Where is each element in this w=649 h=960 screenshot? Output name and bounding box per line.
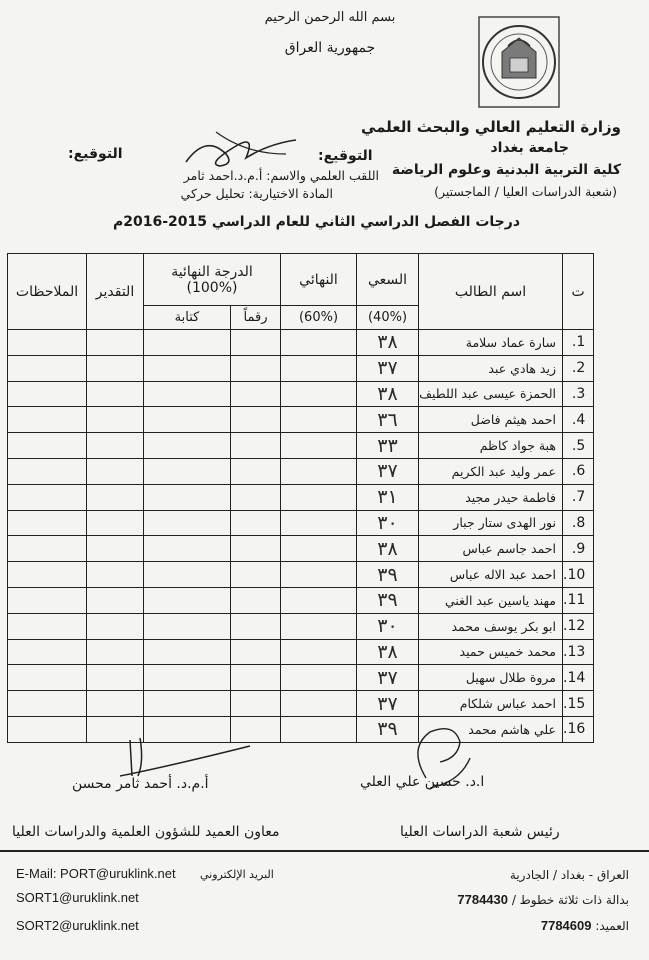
student-name: الحمزة عيسى عبد اللطيف	[419, 381, 563, 407]
dean-phone-number: 7784609	[540, 918, 592, 933]
final-grade-number-cell	[231, 510, 281, 536]
table-row	[8, 613, 594, 639]
grades-table	[7, 253, 594, 743]
table-row	[8, 510, 594, 536]
table-row	[8, 562, 594, 588]
grade-cell	[87, 330, 144, 356]
final-grade-number-cell	[231, 562, 281, 588]
table-row	[8, 407, 594, 433]
final-exam-cell	[281, 510, 357, 536]
final-grade-words-cell	[144, 330, 231, 356]
signature-label-mid: التوقيع:	[318, 148, 373, 164]
dean-assistant-title: معاون العميد للشؤون العلمية والدراسات العليا	[12, 824, 280, 840]
header-in-words: كتابة	[144, 306, 231, 330]
header-index: ت	[563, 254, 594, 330]
effort-score: ٣٨	[357, 536, 419, 562]
table-row	[8, 536, 594, 562]
notes-cell	[8, 433, 87, 459]
student-name: احمد هيثم فاضل	[419, 407, 563, 433]
final-exam-cell	[281, 613, 357, 639]
student-name: سارة عماد سلامة	[419, 330, 563, 356]
row-index: 13.	[563, 639, 594, 665]
table-row	[8, 587, 594, 613]
grade-cell	[87, 484, 144, 510]
effort-score: ٣٨	[357, 639, 419, 665]
final-grade-number-cell	[231, 381, 281, 407]
final-grade-words-cell	[144, 562, 231, 588]
final-exam-cell	[281, 330, 357, 356]
header-final-grade-label: الدرجة النهائية	[171, 263, 253, 280]
final-grade-words-cell	[144, 665, 231, 691]
college-name: كلية التربية البدنية وعلوم الرياضة	[391, 162, 621, 178]
effort-score: ٣٠	[357, 510, 419, 536]
ministry-name: وزارة التعليم العالي والبحث العلمي	[360, 118, 621, 136]
header-final-pct: (60%)	[281, 306, 357, 330]
final-exam-cell	[281, 433, 357, 459]
switchboard-label: بدالة ذات ثلاثة خطوط /	[511, 893, 629, 907]
header-grade: التقدير	[87, 254, 144, 330]
row-index: 15.	[563, 691, 594, 717]
grade-cell	[87, 691, 144, 717]
table-row	[8, 691, 594, 717]
grade-cell	[87, 458, 144, 484]
grade-cell	[87, 665, 144, 691]
final-grade-number-cell	[231, 330, 281, 356]
effort-score: ٣٧	[357, 691, 419, 717]
row-index: 4.	[563, 407, 594, 433]
header-final-grade-pct: (100%)	[186, 279, 238, 296]
notes-cell	[8, 510, 87, 536]
table-row	[8, 433, 594, 459]
footer-divider	[0, 850, 649, 852]
student-name: احمد عبد الاله عباس	[419, 562, 563, 588]
grade-cell	[87, 355, 144, 381]
final-grade-words-cell	[144, 407, 231, 433]
header-effort: السعي	[357, 254, 419, 306]
header-final-exam: النهائي	[281, 254, 357, 306]
student-name: مروة طلال سهيل	[419, 665, 563, 691]
dean-assistant-name: أ.م.د. أحمد ثامر محسن	[72, 776, 209, 792]
final-grade-words-cell	[144, 613, 231, 639]
row-index: 11.	[563, 587, 594, 613]
student-name: علي هاشم محمد	[419, 716, 563, 742]
final-grade-words-cell	[144, 484, 231, 510]
lecturer-name: اللقب العلمي والاسم: أ.م.د.احمد ثامر	[183, 168, 379, 183]
final-grade-number-cell	[231, 639, 281, 665]
effort-score: ٣٠	[357, 613, 419, 639]
final-exam-cell	[281, 484, 357, 510]
final-exam-cell	[281, 639, 357, 665]
semester-title: درجات الفصل الدراسي الثاني للعام الدراسي 2015-2016م	[112, 214, 520, 230]
effort-score: ٣٩	[357, 587, 419, 613]
final-grade-number-cell	[231, 484, 281, 510]
grade-cell	[87, 407, 144, 433]
final-grade-number-cell	[231, 665, 281, 691]
final-grade-number-cell	[231, 536, 281, 562]
final-grade-words-cell	[144, 381, 231, 407]
student-name: ابو بكر يوسف محمد	[419, 613, 563, 639]
final-exam-cell	[281, 716, 357, 742]
notes-cell	[8, 330, 87, 356]
notes-cell	[8, 665, 87, 691]
final-exam-cell	[281, 458, 357, 484]
email-secondary-2[interactable]: SORT2@uruklink.net	[16, 918, 139, 933]
table-row	[8, 484, 594, 510]
effort-score: ٣٨	[357, 330, 419, 356]
student-name: فاطمة حيدر مجيد	[419, 484, 563, 510]
notes-cell	[8, 613, 87, 639]
republic-heading: جمهورية العراق	[284, 40, 376, 56]
grade-cell	[87, 562, 144, 588]
final-grade-words-cell	[144, 536, 231, 562]
final-grade-words-cell	[144, 587, 231, 613]
email-secondary-1[interactable]: SORT1@uruklink.net	[16, 890, 139, 905]
university-logo	[478, 16, 560, 108]
grade-cell	[87, 587, 144, 613]
final-grade-words-cell	[144, 691, 231, 717]
student-name: احمد جاسم عباس	[419, 536, 563, 562]
row-index: 14.	[563, 665, 594, 691]
final-grade-words-cell	[144, 458, 231, 484]
header-student-name: اسم الطالب	[419, 254, 563, 330]
head-title: رئيس شعبة الدراسات العليا	[400, 824, 560, 840]
final-grade-number-cell	[231, 587, 281, 613]
effort-score: ٣٧	[357, 355, 419, 381]
student-name: احمد عباس شلكام	[419, 691, 563, 717]
notes-cell	[8, 716, 87, 742]
row-index: 2.	[563, 355, 594, 381]
final-exam-cell	[281, 355, 357, 381]
grades-body	[8, 330, 594, 743]
effort-score: ٣٩	[357, 562, 419, 588]
row-index: 12.	[563, 613, 594, 639]
row-index: 7.	[563, 484, 594, 510]
final-grade-number-cell	[231, 458, 281, 484]
table-row	[8, 716, 594, 742]
signature-label-left: التوقيع:	[68, 146, 123, 162]
effort-score: ٣٨	[357, 381, 419, 407]
notes-cell	[8, 536, 87, 562]
final-exam-cell	[281, 407, 357, 433]
grade-cell	[87, 381, 144, 407]
final-grade-number-cell	[231, 355, 281, 381]
grade-cell	[87, 433, 144, 459]
student-name: عمر وليد عبد الكريم	[419, 458, 563, 484]
effort-score: ٣٣	[357, 433, 419, 459]
notes-cell	[8, 587, 87, 613]
notes-cell	[8, 691, 87, 717]
final-grade-number-cell	[231, 691, 281, 717]
final-grade-words-cell	[144, 510, 231, 536]
row-index: 8.	[563, 510, 594, 536]
student-name: هبة جواد كاظم	[419, 433, 563, 459]
final-exam-cell	[281, 381, 357, 407]
row-index: 9.	[563, 536, 594, 562]
address: العراق - بغداد / الجادرية	[509, 868, 629, 882]
student-name: نور الهدى ستار جبار	[419, 510, 563, 536]
subject-name: المادة الاختيارية: تحليل حركي	[180, 186, 333, 201]
table-row	[8, 355, 594, 381]
bismillah-heading: بسم الله الرحمن الرحيم	[264, 10, 396, 25]
university-name: جامعة بغداد	[490, 140, 569, 156]
notes-cell	[8, 458, 87, 484]
effort-score: ٣١	[357, 484, 419, 510]
final-grade-number-cell	[231, 433, 281, 459]
final-grade-words-cell	[144, 639, 231, 665]
final-exam-cell	[281, 587, 357, 613]
row-index: 6.	[563, 458, 594, 484]
final-exam-cell	[281, 665, 357, 691]
row-index: 16.	[563, 716, 594, 742]
effort-score: ٣٧	[357, 458, 419, 484]
header-in-numbers: رقماً	[231, 306, 281, 330]
head-name: ا.د. حسين علي العلي	[360, 774, 485, 790]
table-row	[8, 330, 594, 356]
email-primary[interactable]: E-Mail: PORT@uruklink.net	[16, 866, 176, 881]
header-effort-pct: (40%)	[357, 306, 419, 330]
grade-cell	[87, 510, 144, 536]
notes-cell	[8, 381, 87, 407]
notes-cell	[8, 639, 87, 665]
grade-cell	[87, 639, 144, 665]
final-exam-cell	[281, 536, 357, 562]
final-exam-cell	[281, 691, 357, 717]
final-grade-number-cell	[231, 407, 281, 433]
notes-cell	[8, 484, 87, 510]
department-name: (شعبة الدراسات العليا / الماجستير)	[434, 184, 617, 199]
notes-cell	[8, 407, 87, 433]
row-index: 3.	[563, 381, 594, 407]
final-grade-words-cell	[144, 433, 231, 459]
table-row	[8, 381, 594, 407]
grade-cell	[87, 536, 144, 562]
final-grade-words-cell	[144, 355, 231, 381]
lecturer-signature	[176, 124, 306, 174]
row-index: 1.	[563, 330, 594, 356]
dean-phone	[541, 918, 629, 933]
effort-score: ٣٦	[357, 407, 419, 433]
header-final-grade	[144, 254, 281, 306]
final-exam-cell	[281, 562, 357, 588]
notes-cell	[8, 562, 87, 588]
student-name: مهند ياسين عبد الغني	[419, 587, 563, 613]
effort-score: ٣٧	[357, 665, 419, 691]
table-row	[8, 639, 594, 665]
final-grade-number-cell	[231, 613, 281, 639]
student-name: محمد خميس حميد	[419, 639, 563, 665]
row-index: 5.	[563, 433, 594, 459]
email-label: البريد الإلكتروني	[200, 868, 274, 881]
dean-phone-label: العميد:	[595, 919, 629, 933]
switchboard-phone	[457, 892, 629, 907]
row-index: 10.	[563, 562, 594, 588]
header-notes: الملاحظات	[8, 254, 87, 330]
switchboard-number: 7784430	[457, 892, 508, 907]
table-row	[8, 458, 594, 484]
grade-cell	[87, 613, 144, 639]
student-name: زيد هادي عبد	[419, 355, 563, 381]
effort-score: ٣٩	[357, 716, 419, 742]
table-row	[8, 665, 594, 691]
notes-cell	[8, 355, 87, 381]
